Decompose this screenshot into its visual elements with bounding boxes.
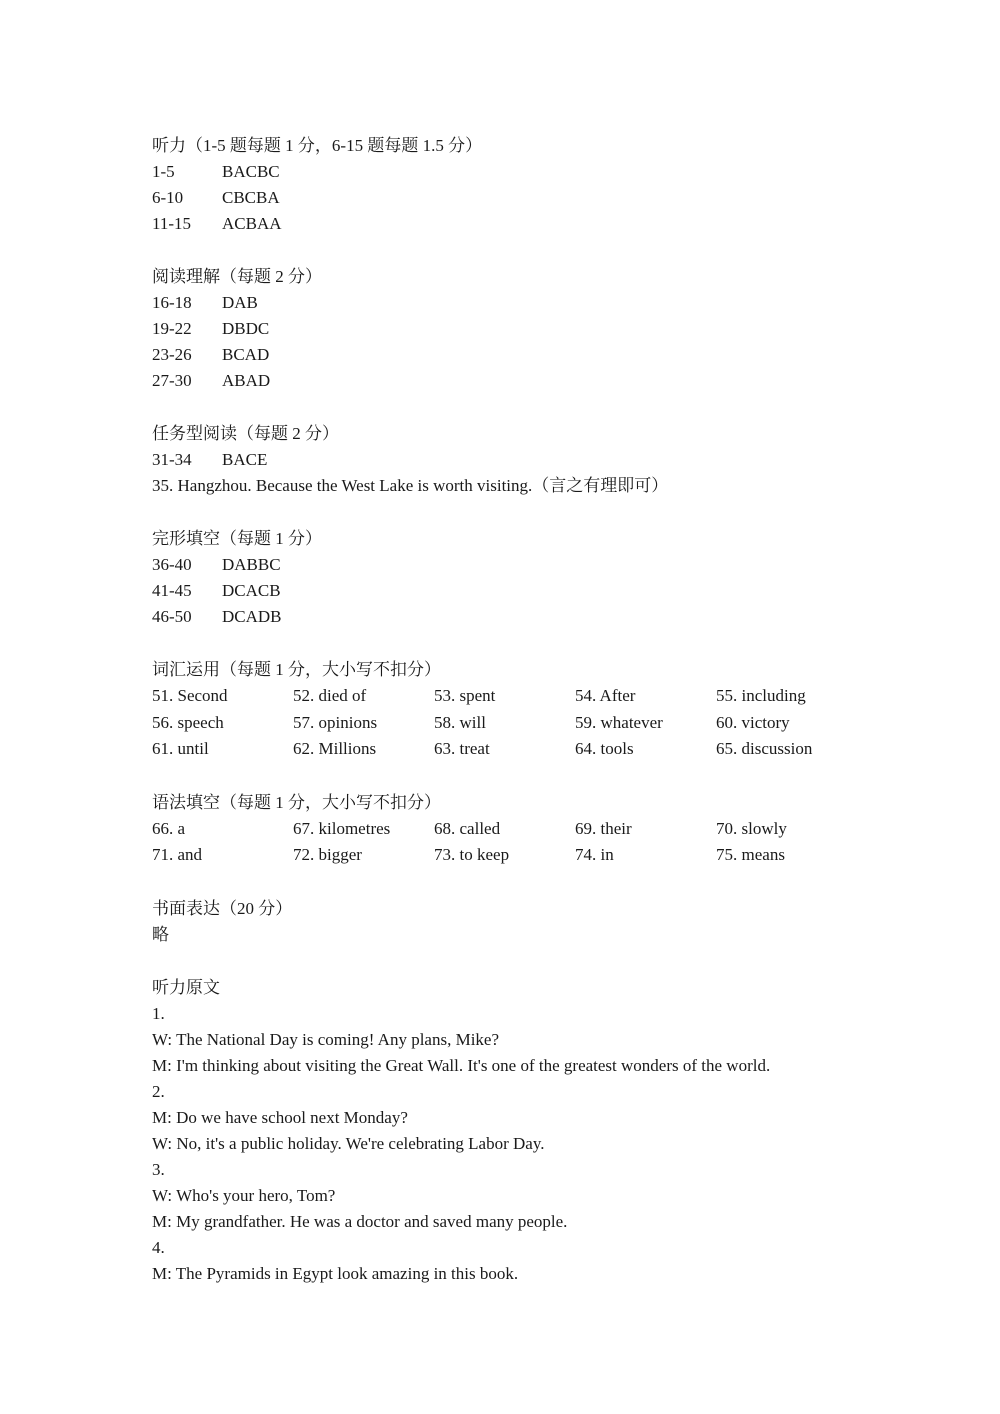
answers: CBCBA [222, 188, 280, 207]
transcript-line: M: I'm thinking about visiting the Great Wall. It's one of the greatest wonders of the world. [152, 1055, 771, 1075]
transcript-section [152, 975, 952, 1287]
answer-row [152, 578, 952, 604]
transcript-line: 2. [152, 1081, 165, 1101]
answer-grid-row [152, 816, 952, 843]
answer-cell: 70. slowly [716, 818, 787, 838]
answer-row [152, 342, 952, 368]
answer-cell: 64. tools [575, 739, 634, 758]
transcript-line: W: No, it's a public holiday. We're celebrating Labor Day. [152, 1133, 545, 1153]
transcript-heading: 听力原文 [152, 977, 220, 997]
answer-key-page [152, 133, 952, 1287]
transcript-line: M: My grandfather. He was a doctor and saved many people. [152, 1211, 568, 1231]
answer-cell: 67. kilometres [293, 818, 391, 838]
answer-row [152, 316, 952, 342]
answer-cell: 52. died of [293, 686, 367, 705]
answer-cell: 58. will [434, 712, 486, 732]
answer-row [152, 552, 952, 578]
question-range: 6-10 [152, 188, 184, 207]
transcript-line: 1. [152, 1003, 165, 1023]
grammar-section [152, 790, 952, 869]
answer-cell: 74. in [575, 845, 614, 864]
answers: DABBC [222, 555, 281, 574]
transcript-line: M: The Pyramids in Egypt look amazing in this book. [152, 1263, 519, 1283]
reading-section [152, 264, 952, 394]
answer-cell: 71. and [152, 845, 203, 864]
answer-row [152, 447, 952, 473]
answers: DCACB [222, 581, 281, 600]
answer-row [152, 185, 952, 211]
vocabulary-heading: 词汇运用（每题 1 分，大小写不扣分） [152, 660, 441, 679]
answer-cell: 63. treat [434, 739, 490, 758]
question-range: 31-34 [152, 450, 192, 469]
cloze-heading: 完形填空（每题 1 分） [152, 529, 322, 548]
answer-cell: 62. Millions [293, 739, 377, 758]
answer-row [152, 368, 952, 394]
reading-heading: 阅读理解（每题 2 分） [152, 267, 322, 286]
answers: BACBC [222, 162, 280, 181]
answer-grid-row [152, 710, 952, 737]
cloze-section [152, 526, 952, 630]
answers: BCAD [222, 345, 270, 364]
answer-cell: 72. bigger [293, 845, 362, 864]
transcript-line: W: The National Day is coming! Any plans, Mike? [152, 1029, 500, 1049]
answer-cell: 75. means [716, 845, 785, 864]
transcript-line: M: Do we have school next Monday? [152, 1107, 408, 1127]
answers: ACBAA [222, 214, 282, 233]
answer-cell: 73. to keep [434, 845, 510, 864]
question-35-answer: 35. Hangzhou. Because the West Lake is worth visiting.（言之有理即可） [152, 476, 669, 495]
question-range: 23-26 [152, 345, 192, 364]
answer-grid-row [152, 683, 952, 710]
answer-cell: 60. victory [716, 712, 790, 732]
question-range: 1-5 [152, 162, 175, 181]
answer-cell: 66. a [152, 818, 186, 838]
question-range: 11-15 [152, 214, 192, 233]
question-range: 27-30 [152, 371, 192, 390]
answers: DCADB [222, 607, 282, 626]
question-range: 46-50 [152, 607, 192, 626]
answer-cell: 59. whatever [575, 712, 663, 732]
listening-heading: 听力（1-5 题每题 1 分，6-15 题每题 1.5 分） [152, 136, 483, 155]
answer-cell: 68. called [434, 818, 501, 838]
answer-row [152, 159, 952, 185]
answer-cell: 53. spent [434, 686, 496, 705]
answer-row [152, 211, 952, 237]
question-range: 19-22 [152, 319, 192, 338]
answer-cell: 69. their [575, 818, 632, 838]
writing-heading: 书面表达（20 分） [152, 898, 293, 918]
grammar-heading: 语法填空（每题 1 分，大小写不扣分） [152, 792, 441, 812]
answer-cell: 61. until [152, 739, 209, 758]
task-reading-section [152, 421, 952, 499]
answer-grid-row [152, 842, 952, 869]
answer-row [152, 604, 952, 630]
answer-cell: 65. discussion [716, 739, 813, 758]
question-range: 41-45 [152, 581, 192, 600]
answer-row [152, 290, 952, 316]
transcript-line: 3. [152, 1159, 165, 1179]
task-reading-heading: 任务型阅读（每题 2 分） [152, 424, 339, 443]
question-range: 36-40 [152, 555, 192, 574]
answer-grid-row [152, 736, 952, 763]
question-range: 16-18 [152, 293, 192, 312]
writing-content: 略 [152, 924, 169, 944]
answer-cell: 51. Second [152, 686, 228, 705]
vocabulary-section [152, 657, 952, 763]
listening-section [152, 133, 952, 237]
transcript-line: W: Who's your hero, Tom? [152, 1185, 336, 1205]
answer-cell: 56. speech [152, 712, 224, 732]
answers: BACE [222, 450, 268, 469]
writing-section [152, 896, 952, 948]
answers: DBDC [222, 319, 270, 338]
answers: ABAD [222, 371, 271, 390]
transcript-line: 4. [152, 1237, 165, 1257]
answer-cell: 57. opinions [293, 712, 378, 732]
answers: DAB [222, 293, 258, 312]
answer-cell: 55. including [716, 686, 806, 705]
answer-cell: 54. After [575, 686, 636, 705]
